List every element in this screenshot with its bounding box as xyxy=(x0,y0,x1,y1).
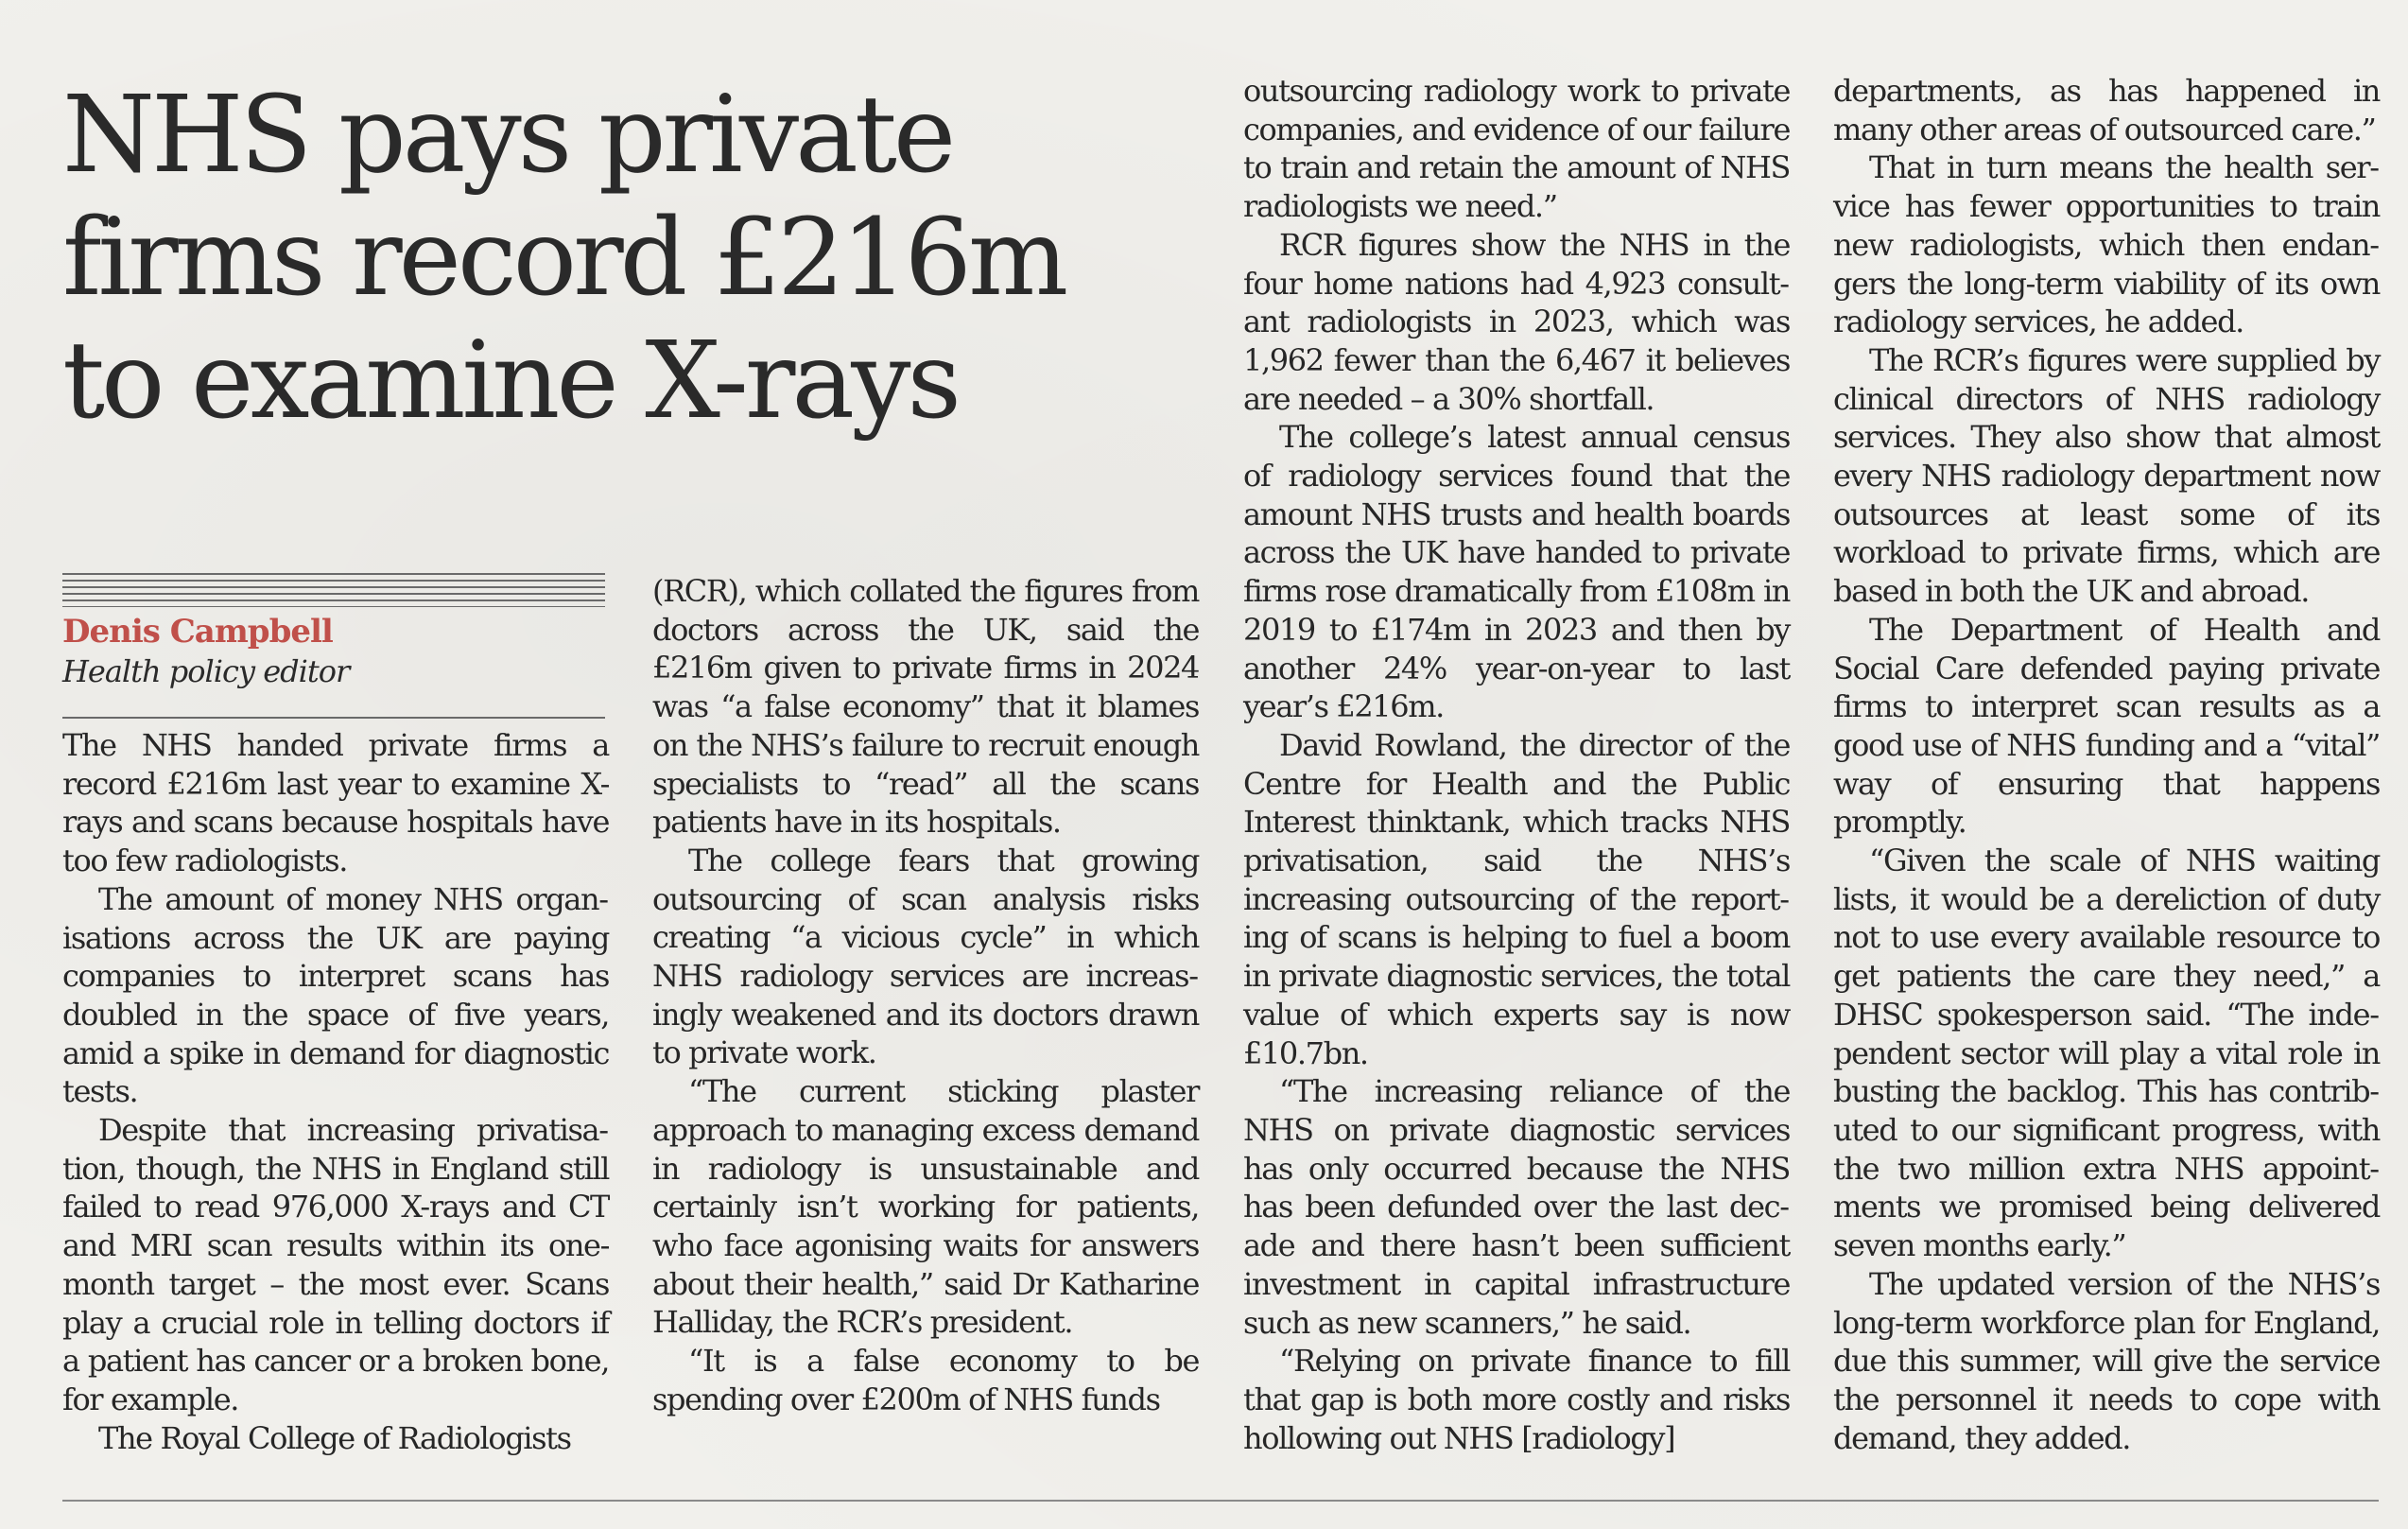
article-paragraph: Despite that increasing privatisation, though, the NHS in England still failed to read 976,000 X-rays and CT and MRI scan results within its one-month target – the most ever. Scans play a crucial role in telling doctors if a patient has cancer or a broken bone, for example. xyxy=(62,1112,609,1417)
article-paragraph: outsourcing radiology work to private companies, and evidence of our failure to train and retain the amount of NHS radiologists we need.” xyxy=(1243,73,1790,225)
article-paragraph: “It is a false economy to be spending over £200m of NHS funds xyxy=(652,1343,1199,1417)
article-paragraph: The NHS handed private firms a record £216m last year to examine X-rays and scans because hospitals have too few radiologists. xyxy=(62,727,609,879)
article-column-4 xyxy=(1833,72,2380,1457)
article-paragraph: departments, as has happened in many other areas of outsourced care.” xyxy=(1833,73,2380,148)
article-paragraph: The Department of Health and Social Care defended paying private firms to interpret scan results as a good use of NHS funding and a “vital” way of ensuring that happens promptly. xyxy=(1833,611,2380,841)
article-column-3 xyxy=(1243,72,1790,1457)
article-paragraph: The amount of money NHS organisations across the UK are paying companies to interpret scans has doubled in the space of five years, amid a spike in demand for diagnostic tests. xyxy=(62,880,609,1110)
article-paragraph: The updated version of the NHS’s long-term workforce plan for England, due this summer, will give the service the personnel it needs to cope with demand, they added. xyxy=(1833,1265,2380,1456)
article-paragraph: David Rowland, the director of the Centre for Health and the Public Interest thinktank, which tracks NHS privatisation, said the NHS’s increasing outsourcing of the reporting of scans is helping to fuel a boom in private diagnostic services, the total value of which experts say is now £10.7bn. xyxy=(1243,726,1790,1071)
article-paragraph: The Royal College of Radiologists xyxy=(98,1419,571,1456)
byline-divider xyxy=(62,717,605,719)
byline-author: Denis Campbell xyxy=(62,613,333,651)
article-column-2 xyxy=(652,572,1199,1418)
byline-role: Health policy editor xyxy=(62,653,350,689)
article-paragraph: “Relying on private finance to fill that gap is both more costly and risks hollowing out NHS [radiology] xyxy=(1243,1343,1790,1456)
headline-line-3: to examine X-rays xyxy=(62,320,958,443)
byline-top-rules xyxy=(62,573,605,607)
article-paragraph: The college’s latest annual census of radiology services found that the amount NHS trusts and health boards across the UK have handed to private firms rose dramatically from £108m in 2019 to £174m in 2023 and then by another 24% year-on-year to last year’s £216m. xyxy=(1243,419,1790,725)
article-paragraph: RCR figures show the NHS in the four home nations had 4,923 consultant radiologists in 2023, which was 1,962 fewer than the 6,467 it believes are needed – a 30% shortfall. xyxy=(1243,226,1790,417)
article-paragraph: That in turn means the health service has fewer opportunities to train new radiologists, which then endangers the long-term viability of its own radiology services, he added. xyxy=(1833,149,2380,340)
page-bottom-rule xyxy=(62,1500,2379,1502)
headline xyxy=(62,74,1225,443)
headline-line-1: NHS pays private xyxy=(62,74,953,197)
article-paragraph: “Given the scale of NHS waiting lists, it would be a dereliction of duty not to use every available resource to get patients the care they need,” a DHSC spokesperson said. “The independent sector will play a vital role in busting the backlog. This has contributed to our significant progress, with the two million extra NHS appointments we promised being delivered seven months early.” xyxy=(1833,843,2380,1264)
article-column-1 xyxy=(62,726,609,1457)
article-paragraph: (RCR), which collated the figures from doctors across the UK, said the £216m given to private firms in 2024 was “a false economy” that it blames on the NHS’s failure to recruit enough specialists to “read” all the scans patients have in its hospitals. xyxy=(652,573,1199,841)
article-paragraph: “The increasing reliance of the NHS on private diagnostic services has only occurred because the NHS has been defunded over the last decade and there hasn’t been sufficient investment in capital infrastructure such as new scanners,” he said. xyxy=(1243,1073,1790,1341)
headline-line-2: firms record £216m xyxy=(62,197,1065,320)
article-paragraph: The college fears that growing outsourcing of scan analysis risks creating “a vicious cycle” in which NHS radiology services are increasingly weakened and its doctors drawn to private work. xyxy=(652,842,1199,1071)
article-paragraph: “The current sticking plaster approach to managing excess demand in radiology is unsustainable and certainly isn’t working for patients, who face agonising waits for answers about their health,” said Dr Katharine Halliday, the RCR’s president. xyxy=(652,1073,1199,1341)
article-paragraph: The RCR’s figures were supplied by clinical directors of NHS radiology services. They also show that almost every NHS radiology department now outsources at least some of its workload to private firms, which are based in both the UK and abroad. xyxy=(1833,341,2380,610)
